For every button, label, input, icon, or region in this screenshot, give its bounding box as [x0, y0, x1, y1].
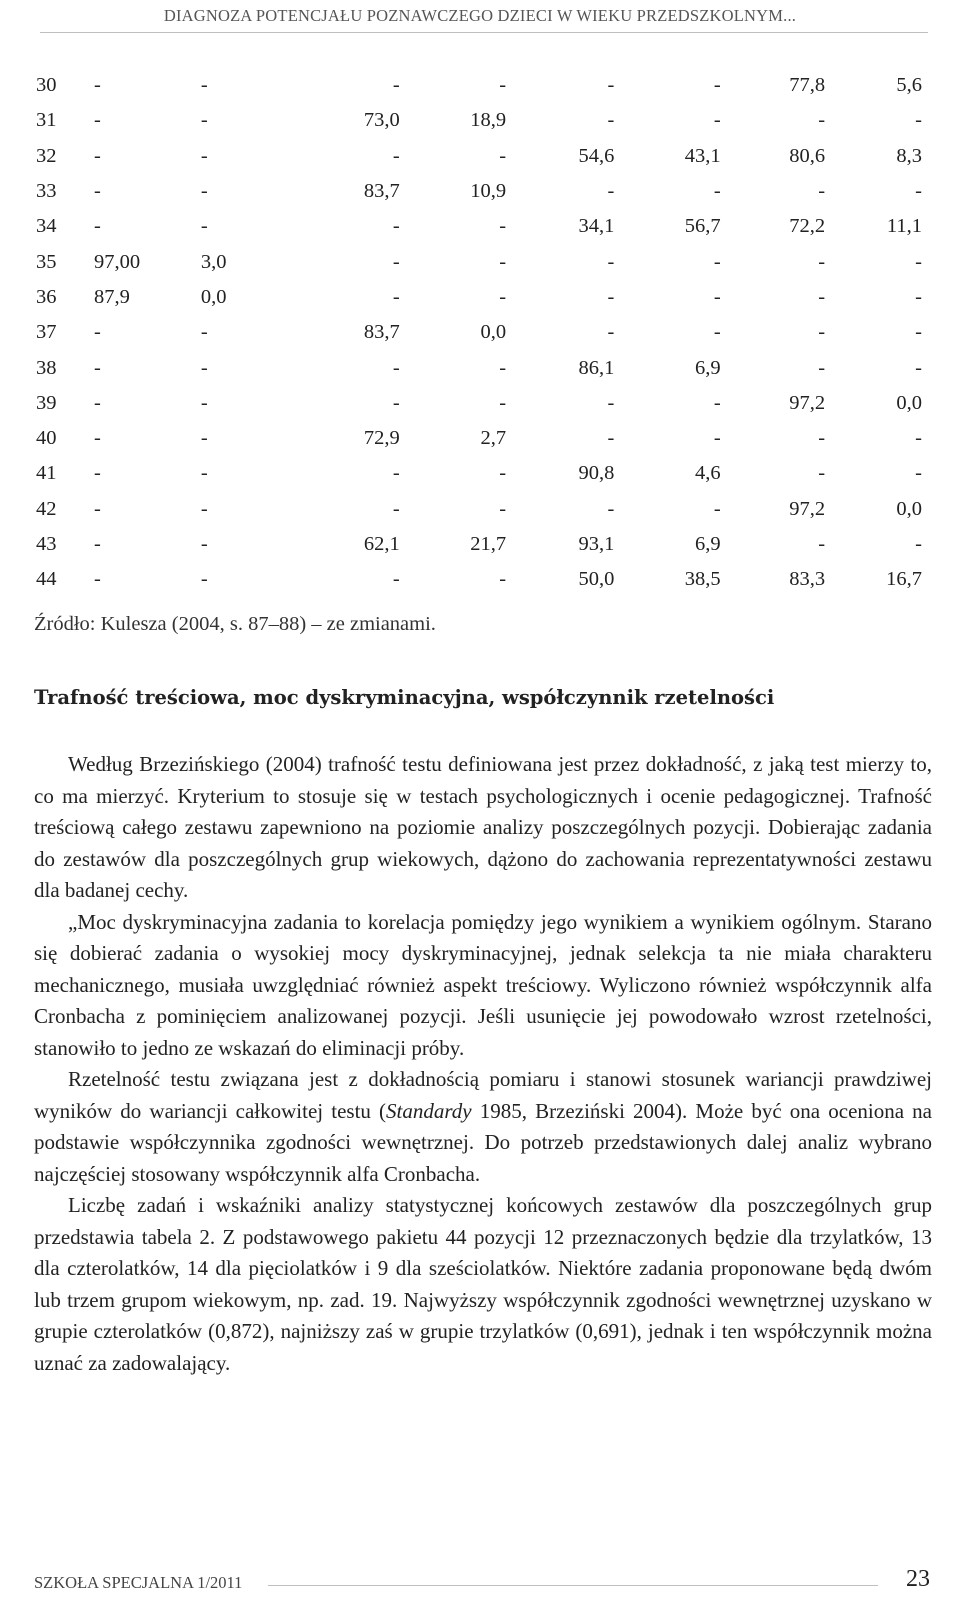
header-divider	[40, 32, 928, 33]
results-table-body	[0, 68, 960, 597]
table-cell: -	[818, 180, 826, 203]
table-cell: -	[392, 285, 400, 308]
table-cell: -	[915, 356, 922, 379]
table-cell: -	[392, 391, 400, 414]
table-cell: -	[499, 356, 507, 379]
table-cell: -	[200, 497, 208, 520]
table-cell: -	[94, 215, 101, 238]
table-cell: -	[915, 109, 922, 132]
table-cell: -	[818, 250, 826, 273]
table-row	[0, 492, 960, 527]
table-cell: 0,0	[896, 497, 922, 520]
table-cell: 43,1	[684, 144, 721, 167]
table-cell: -	[200, 321, 208, 344]
paragraph-validity: Według Brzezińskiego (2004) trafność testu definiowana jest przez dokładność, z jaką test mierzy to, co ma mierzyć. Kryterium to stosuje się w testach psychologicznych i ocenie pedagogicznej. Trafność treściową całego zestawu zapewniono na poziomie analizy poszczególnych pozycji. Dobierając zadania do zestawów dla poszczególnych grup wiekowych, dążono do zachowania reprezentatywności zestawu dla badanej cechy.	[34, 752, 932, 902]
table-row	[0, 174, 960, 209]
table-row	[0, 315, 960, 350]
table-cell: -	[200, 180, 208, 203]
table-cell: 16,7	[886, 568, 922, 591]
table-cell: -	[200, 356, 208, 379]
table-row	[0, 280, 960, 315]
table-cell: -	[713, 391, 721, 414]
table-cell: -	[818, 109, 826, 132]
table-cell: 86,1	[578, 356, 615, 379]
table-cell: -	[915, 250, 922, 273]
table-cell: -	[499, 144, 507, 167]
paragraph-reliability-part2: 1985, Brzeziński 2004). Może być ona oceniona na podstawie współczynnika zgodności wewnętrznej. Do potrzeb przedstawionych dalej analiz wybrano najczęściej stosowany współczynnik alfa Cronbacha.	[34, 1098, 932, 1186]
table-cell: -	[607, 321, 615, 344]
table-cell: -	[713, 74, 721, 97]
table-cell-item-number: 44	[36, 568, 57, 591]
table-cell: -	[713, 250, 721, 273]
table-cell-item-number: 37	[36, 321, 57, 344]
table-cell: -	[607, 180, 615, 203]
table-cell: -	[713, 497, 721, 520]
table-cell: 3,0	[200, 250, 227, 273]
table-cell: 97,2	[789, 497, 826, 520]
table-cell: 0,0	[480, 321, 507, 344]
table-cell: -	[392, 144, 400, 167]
paragraph-task-counts: Liczbę zadań i wskaźniki analizy statystycznej końcowych zestawów dla poszczególnych grup przedstawia tabela 2. Z podstawowego pakietu 44 pozycji 12 przeznaczonych będzie dla trzylatków, 13 dla czterolatków, 14 dla pięciolatków i 9 dla sześciolatków. Niektóre zadania proponowane będą dwóm lub trzem grupom wiekowym, np. zad. 19. Najwyższy współczynnik zgodności wewnętrznej uzyskano w grupie czterolatków (0,872), najniższy zaś w grupie trzylatków (0,691), jednak i ten współczynnik można uznać za zadowalający.	[34, 1193, 932, 1375]
table-row	[0, 139, 960, 174]
table-cell: 73,0	[363, 109, 400, 132]
table-cell: 54,6	[578, 144, 615, 167]
table-cell: -	[200, 568, 208, 591]
table-cell-item-number: 32	[36, 144, 57, 167]
table-cell: -	[499, 250, 507, 273]
table-cell: -	[713, 427, 721, 450]
table-cell: 38,5	[684, 568, 721, 591]
table-cell: -	[94, 180, 101, 203]
table-cell: -	[499, 391, 507, 414]
table-cell: 10,9	[470, 180, 507, 203]
table-cell: -	[392, 462, 400, 485]
table-cell-item-number: 39	[36, 391, 57, 414]
table-cell: -	[818, 427, 826, 450]
table-cell-item-number: 40	[36, 427, 57, 450]
table-cell: 90,8	[578, 462, 615, 485]
table-cell: 97,2	[789, 391, 826, 414]
table-cell: -	[94, 109, 101, 132]
table-cell: 83,7	[363, 321, 400, 344]
table-cell-item-number: 41	[36, 462, 57, 485]
table-cell: -	[713, 285, 721, 308]
table-source-note: Źródło: Kulesza (2004, s. 87–88) – ze zmianami.	[34, 613, 436, 635]
table-cell-item-number: 35	[36, 250, 57, 273]
table-cell: 93,1	[578, 533, 615, 555]
table-cell: -	[200, 215, 208, 238]
table-cell: 97,00	[94, 250, 141, 273]
table-cell: -	[94, 568, 101, 591]
table-cell: -	[915, 462, 922, 485]
table-row	[0, 68, 960, 103]
table-cell: 83,7	[363, 180, 400, 203]
table-cell: -	[200, 427, 208, 450]
table-cell: -	[94, 427, 101, 450]
table-cell: -	[94, 74, 101, 97]
table-cell: 72,2	[789, 215, 826, 238]
table-cell: -	[200, 533, 208, 555]
journal-footer: SZKOŁA SPECJALNA 1/2011	[34, 1573, 243, 1592]
table-cell: -	[200, 462, 208, 485]
table-cell: -	[499, 74, 507, 97]
paragraph-reliability	[34, 1064, 932, 1190]
table-cell: -	[94, 533, 101, 555]
table-cell-item-number: 30	[36, 74, 57, 97]
running-title: DIAGNOZA POTENCJAŁU POZNAWCZEGO DZIECI W WIEKU PRZEDSZKOLNYM...	[163, 6, 797, 25]
table-cell: 34,1	[578, 215, 615, 238]
citation-standardy: Standardy	[386, 1098, 472, 1123]
table-cell: 11,1	[886, 215, 922, 238]
table-cell-item-number: 31	[36, 109, 57, 132]
table-cell: -	[499, 568, 507, 591]
table-cell: 6,9	[695, 356, 721, 379]
table-cell: -	[818, 533, 826, 555]
table-cell: -	[94, 497, 101, 520]
table-row	[0, 350, 960, 385]
table-row	[0, 386, 960, 421]
table-cell: -	[915, 321, 922, 344]
table-cell: -	[818, 462, 826, 485]
table-cell: -	[94, 356, 101, 379]
table-cell: -	[607, 250, 615, 273]
table-cell: -	[200, 109, 208, 132]
table-row	[0, 244, 960, 279]
table-cell: -	[499, 285, 507, 308]
table-cell: -	[607, 427, 615, 450]
table-cell: 77,8	[789, 74, 826, 97]
table-cell: -	[607, 497, 615, 520]
table-cell: -	[392, 250, 400, 273]
table-cell: 62,1	[363, 533, 400, 555]
table-cell: 2,7	[480, 427, 507, 450]
table-cell-item-number: 34	[36, 215, 57, 238]
table-cell: -	[200, 74, 208, 97]
table-cell-item-number: 42	[36, 497, 57, 520]
table-cell: -	[607, 74, 615, 97]
table-cell: 50,0	[578, 568, 615, 591]
table-cell: -	[392, 74, 400, 97]
table-cell: -	[392, 356, 400, 379]
table-row	[0, 421, 960, 456]
table-cell: -	[499, 462, 507, 485]
table-cell: -	[499, 497, 507, 520]
table-cell-item-number: 36	[36, 285, 57, 308]
table-cell: -	[499, 215, 507, 238]
table-cell: -	[713, 180, 721, 203]
table-cell: 0,0	[200, 285, 227, 308]
table-cell: -	[607, 109, 615, 132]
table-cell: -	[915, 533, 922, 555]
table-cell: 21,7	[470, 533, 507, 555]
table-cell: -	[915, 180, 922, 203]
table-row	[0, 562, 960, 597]
table-cell-item-number: 38	[36, 356, 57, 379]
table-cell: 0,0	[896, 391, 922, 414]
table-cell: 72,9	[363, 427, 400, 450]
table-row	[0, 456, 960, 491]
table-row	[0, 103, 960, 138]
table-cell: 5,6	[896, 74, 922, 97]
table-cell: 56,7	[684, 215, 721, 238]
table-cell: -	[915, 285, 922, 308]
table-cell: 87,9	[94, 285, 130, 308]
table-cell: -	[200, 144, 208, 167]
table-cell: -	[94, 144, 101, 167]
table-cell: 8,3	[896, 144, 922, 167]
table-row	[0, 527, 960, 562]
table-cell: -	[392, 497, 400, 520]
table-cell: -	[392, 568, 400, 591]
table-cell: 4,6	[695, 462, 721, 485]
table-cell: -	[818, 321, 826, 344]
table-cell: -	[607, 285, 615, 308]
table-row	[0, 209, 960, 244]
table-cell: 80,6	[789, 144, 826, 167]
table-cell: -	[713, 321, 721, 344]
table-cell-item-number: 33	[36, 180, 57, 203]
footer-divider	[268, 1585, 878, 1586]
table-cell-item-number: 43	[36, 533, 57, 555]
paragraph-reliability-part1: Rzetelność testu związana jest z dokładnością pomiaru i stanowi stosunek wariancji prawdziwej wyników do wariancji całkowitej testu (	[34, 1067, 932, 1123]
table-cell: -	[94, 321, 101, 344]
paragraph-discrimination: „Moc dyskryminacyjna zadania to korelacja pomiędzy jego wynikiem a wynikiem ogólnym. Starano się dobierać zadania o wysokiej mocy dyskryminacyjnej, jednak selekcja ta nie miała charakteru mechanicznego, musiała uwzględniać również aspekt treściowy. Wyliczono również współczynnik alfa Cronbacha z pominięciem analizowanej pozycji. Jeśli usunięcie jej powodowało wzrost rzetelności, stanowiło to jedno ze wskazań do eliminacji próby.	[34, 909, 932, 1060]
table-cell: -	[94, 391, 101, 414]
results-table	[0, 68, 960, 597]
table-cell: -	[713, 109, 721, 132]
table-cell: 6,9	[695, 533, 721, 555]
table-cell: 18,9	[470, 109, 507, 132]
table-cell: -	[94, 462, 101, 485]
table-cell: -	[392, 215, 400, 238]
table-cell: -	[818, 356, 826, 379]
table-cell: -	[818, 285, 826, 308]
page-number: 23	[906, 1566, 930, 1592]
running-header	[0, 0, 960, 32]
table-cell: -	[200, 391, 208, 414]
body-text	[34, 749, 932, 1379]
section-heading: Trafność treściowa, moc dyskryminacyjna, współczynnik rzetelności	[34, 686, 775, 709]
table-cell: 83,3	[789, 568, 826, 591]
table-cell: -	[915, 427, 922, 450]
table-cell: -	[607, 391, 615, 414]
